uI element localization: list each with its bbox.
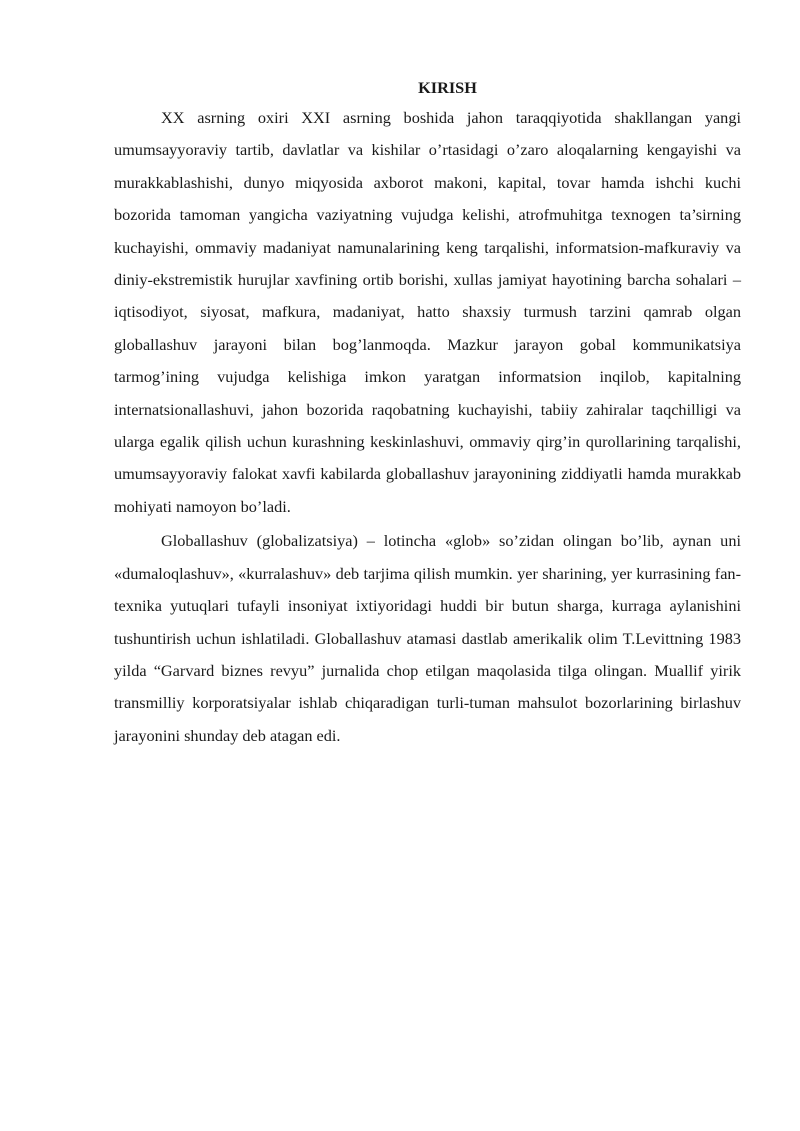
document-body xyxy=(114,74,741,754)
paragraph-intro: XX asrning oxiri XXI asrning boshida jahon taraqqiyotida shakllangan yangi umumsayyoraviy tartib, davlatlar va kishilar o’rtasidagi o’zaro aloqalarning kengayishi va murakkablashishi, dunyo miqyosida axborot makoni, kapital, tovar hamda ishchi kuchi bozorida tamoman yangicha vaziyatning vujudga kelishi, atrofmuhitga texnogen ta’sirning kuchayishi, ommaviy madaniyat namunalarining keng tarqalishi, informatsion-mafkuraviy va diniy-ekstremistik hurujlar xavfining ortib borishi, xullas jamiyat hayotining barcha sohalari – iqtisodiyot, siyosat, mafkura, madaniyat, hatto shaxsiy turmush tarzini qamrab olgan globallashuv jarayoni bilan bog’lanmoqda. Mazkur jarayon gobal kommunikatsiya tarmog’ining vujudga kelishiga imkon yaratgan informatsion inqilob, kapitalning internatsionallashuvi, jahon bozorida raqobatning kuchayishi, tabiiy zahiralar taqchilligi va ularga egalik qilish uchun kurashning keskinlashuvi, ommaviy qirg’in qurollarining tarqalishi, umumsayyoraviy falokat xavfi kabilarda globallashuv jarayonining ziddiyatli hamda murakkab mohiyati namoyon bo’ladi. xyxy=(114,108,741,516)
paragraph-globalization: Globallashuv (globalizatsiya) – lotincha «glob» so’zidan olingan bo’lib, aynan uni «dumaloqlashuv», «kurralashuv» deb tarjima qilish mumkin. yer sharining, yer kurrasining fan-texnika yutuqlari tufayli insoniyat ixtiyoridagi huddi bir butun sharga, kurraga aylanishini tushuntirish uchun ishlatiladi. Globallashuv atamasi dastlab amerikalik olim T.Levittning 1983 yilda “Garvard biznes revyu” jurnalida chop etilgan maqolasida tilga olingan. Muallif yirik transmilliy korporatsiyalar ishlab chiqaradigan turli-tuman mahsulot bozorlarining birlashuv jarayonini shunday deb atagan edi. xyxy=(114,531,741,745)
page-title: KIRISH xyxy=(418,78,477,97)
